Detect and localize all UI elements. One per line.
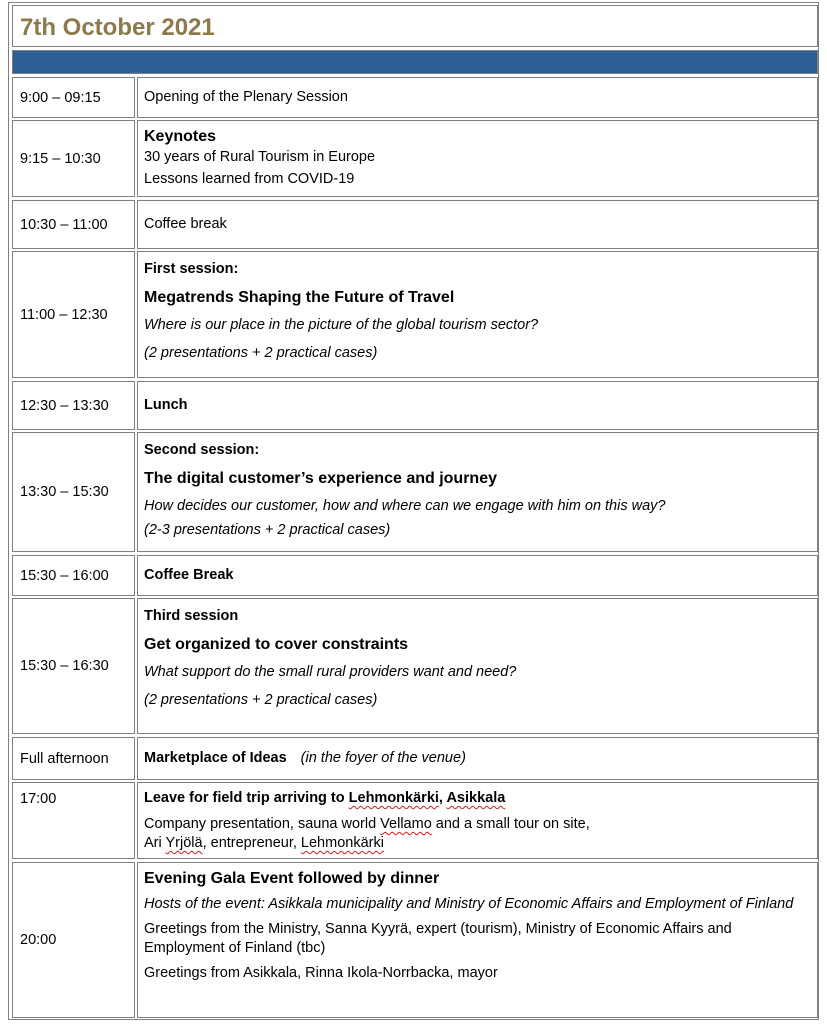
person-name: Yrjölä [165,835,203,851]
time-cell: 15:30 – 16:00 [12,555,135,596]
item-line: Ari Yrjölä, entrepreneur, Lehmonkärki [144,835,384,851]
session-format: (2 presentations + 2 practical cases) [144,692,378,708]
place-name: Lehmonkärki [300,835,384,851]
page-title: 7th October 2021 [12,5,818,47]
session-question: How decides our customer, how and where can we engage with him on this way? [144,498,666,514]
session-label: Third session [144,608,239,624]
item-title: Keynotes [144,128,217,145]
time-cell: 9:15 – 10:30 [12,120,135,197]
item-line [144,749,466,768]
item-note: (in the foyer of the venue) [300,750,466,766]
item-title: Evening Gala Event followed by dinner [144,870,440,887]
description-cell [137,598,818,734]
greetings-line: Greetings from the Ministry, Sanna Kyyrä, expert (tourism), Ministry of Economic Affairs and Employment of Finland (tbc) [144,921,732,956]
header-band [12,50,818,74]
session-title: Megatrends Shaping the Future of Travel [144,289,455,306]
session-format: (2 presentations + 2 practical cases) [144,345,378,361]
session-title: The digital customer’s experience and journey [144,470,497,487]
description-cell [137,782,818,859]
time-cell: 11:00 – 12:30 [12,251,135,378]
description-cell [137,120,818,197]
item-title: Lunch [144,397,188,413]
time-cell: Full afternoon [12,737,135,780]
session-label: Second session: [144,442,260,458]
session-question: Where is our place in the picture of the global tourism sector? [144,317,539,333]
time-cell: 15:30 – 16:30 [12,598,135,734]
hosts-line: Hosts of the event: Asikkala municipality and Ministry of Economic Affairs and Employment of Finland [144,896,794,912]
item-title: Leave for field trip arriving to Lehmonkärki, Asikkala [144,790,506,806]
time-cell: 20:00 [12,862,135,1018]
time-cell: 17:00 [12,782,135,859]
description-cell [137,862,818,1018]
time-cell: 13:30 – 15:30 [12,432,135,552]
place-name: Lehmonkärki [348,790,439,806]
item-line: Lessons learned from COVID-19 [144,171,355,187]
session-format: (2-3 presentations + 2 practical cases) [144,522,391,538]
item-line: 30 years of Rural Tourism in Europe [144,149,376,165]
item-title: Marketplace of Ideas [144,750,287,766]
description-cell [137,200,818,249]
description-cell [137,381,818,430]
description-cell [137,737,818,780]
greetings-line: Greetings from Asikkala, Rinna Ikola-Norrbacka, mayor [144,965,498,981]
session-title: Get organized to cover constraints [144,636,409,653]
time-cell: 10:30 – 11:00 [12,200,135,249]
time-cell: 12:30 – 13:30 [12,381,135,430]
description-cell [137,77,818,118]
description-cell [137,251,818,378]
description-cell [137,555,818,596]
item-title: Coffee break [144,216,227,232]
session-question: What support do the small rural providers want and need? [144,664,517,680]
item-title: Opening of the Plenary Session [144,89,348,105]
session-label: First session: [144,261,239,277]
description-cell [137,432,818,552]
item-title: Coffee Break [144,567,234,583]
time-cell: 9:00 – 09:15 [12,77,135,118]
venue-name: Vellamo [380,816,432,832]
place-name: Asikkala [446,790,506,806]
item-line: Company presentation, sauna world Vellamo and a small tour on site, [144,816,590,832]
